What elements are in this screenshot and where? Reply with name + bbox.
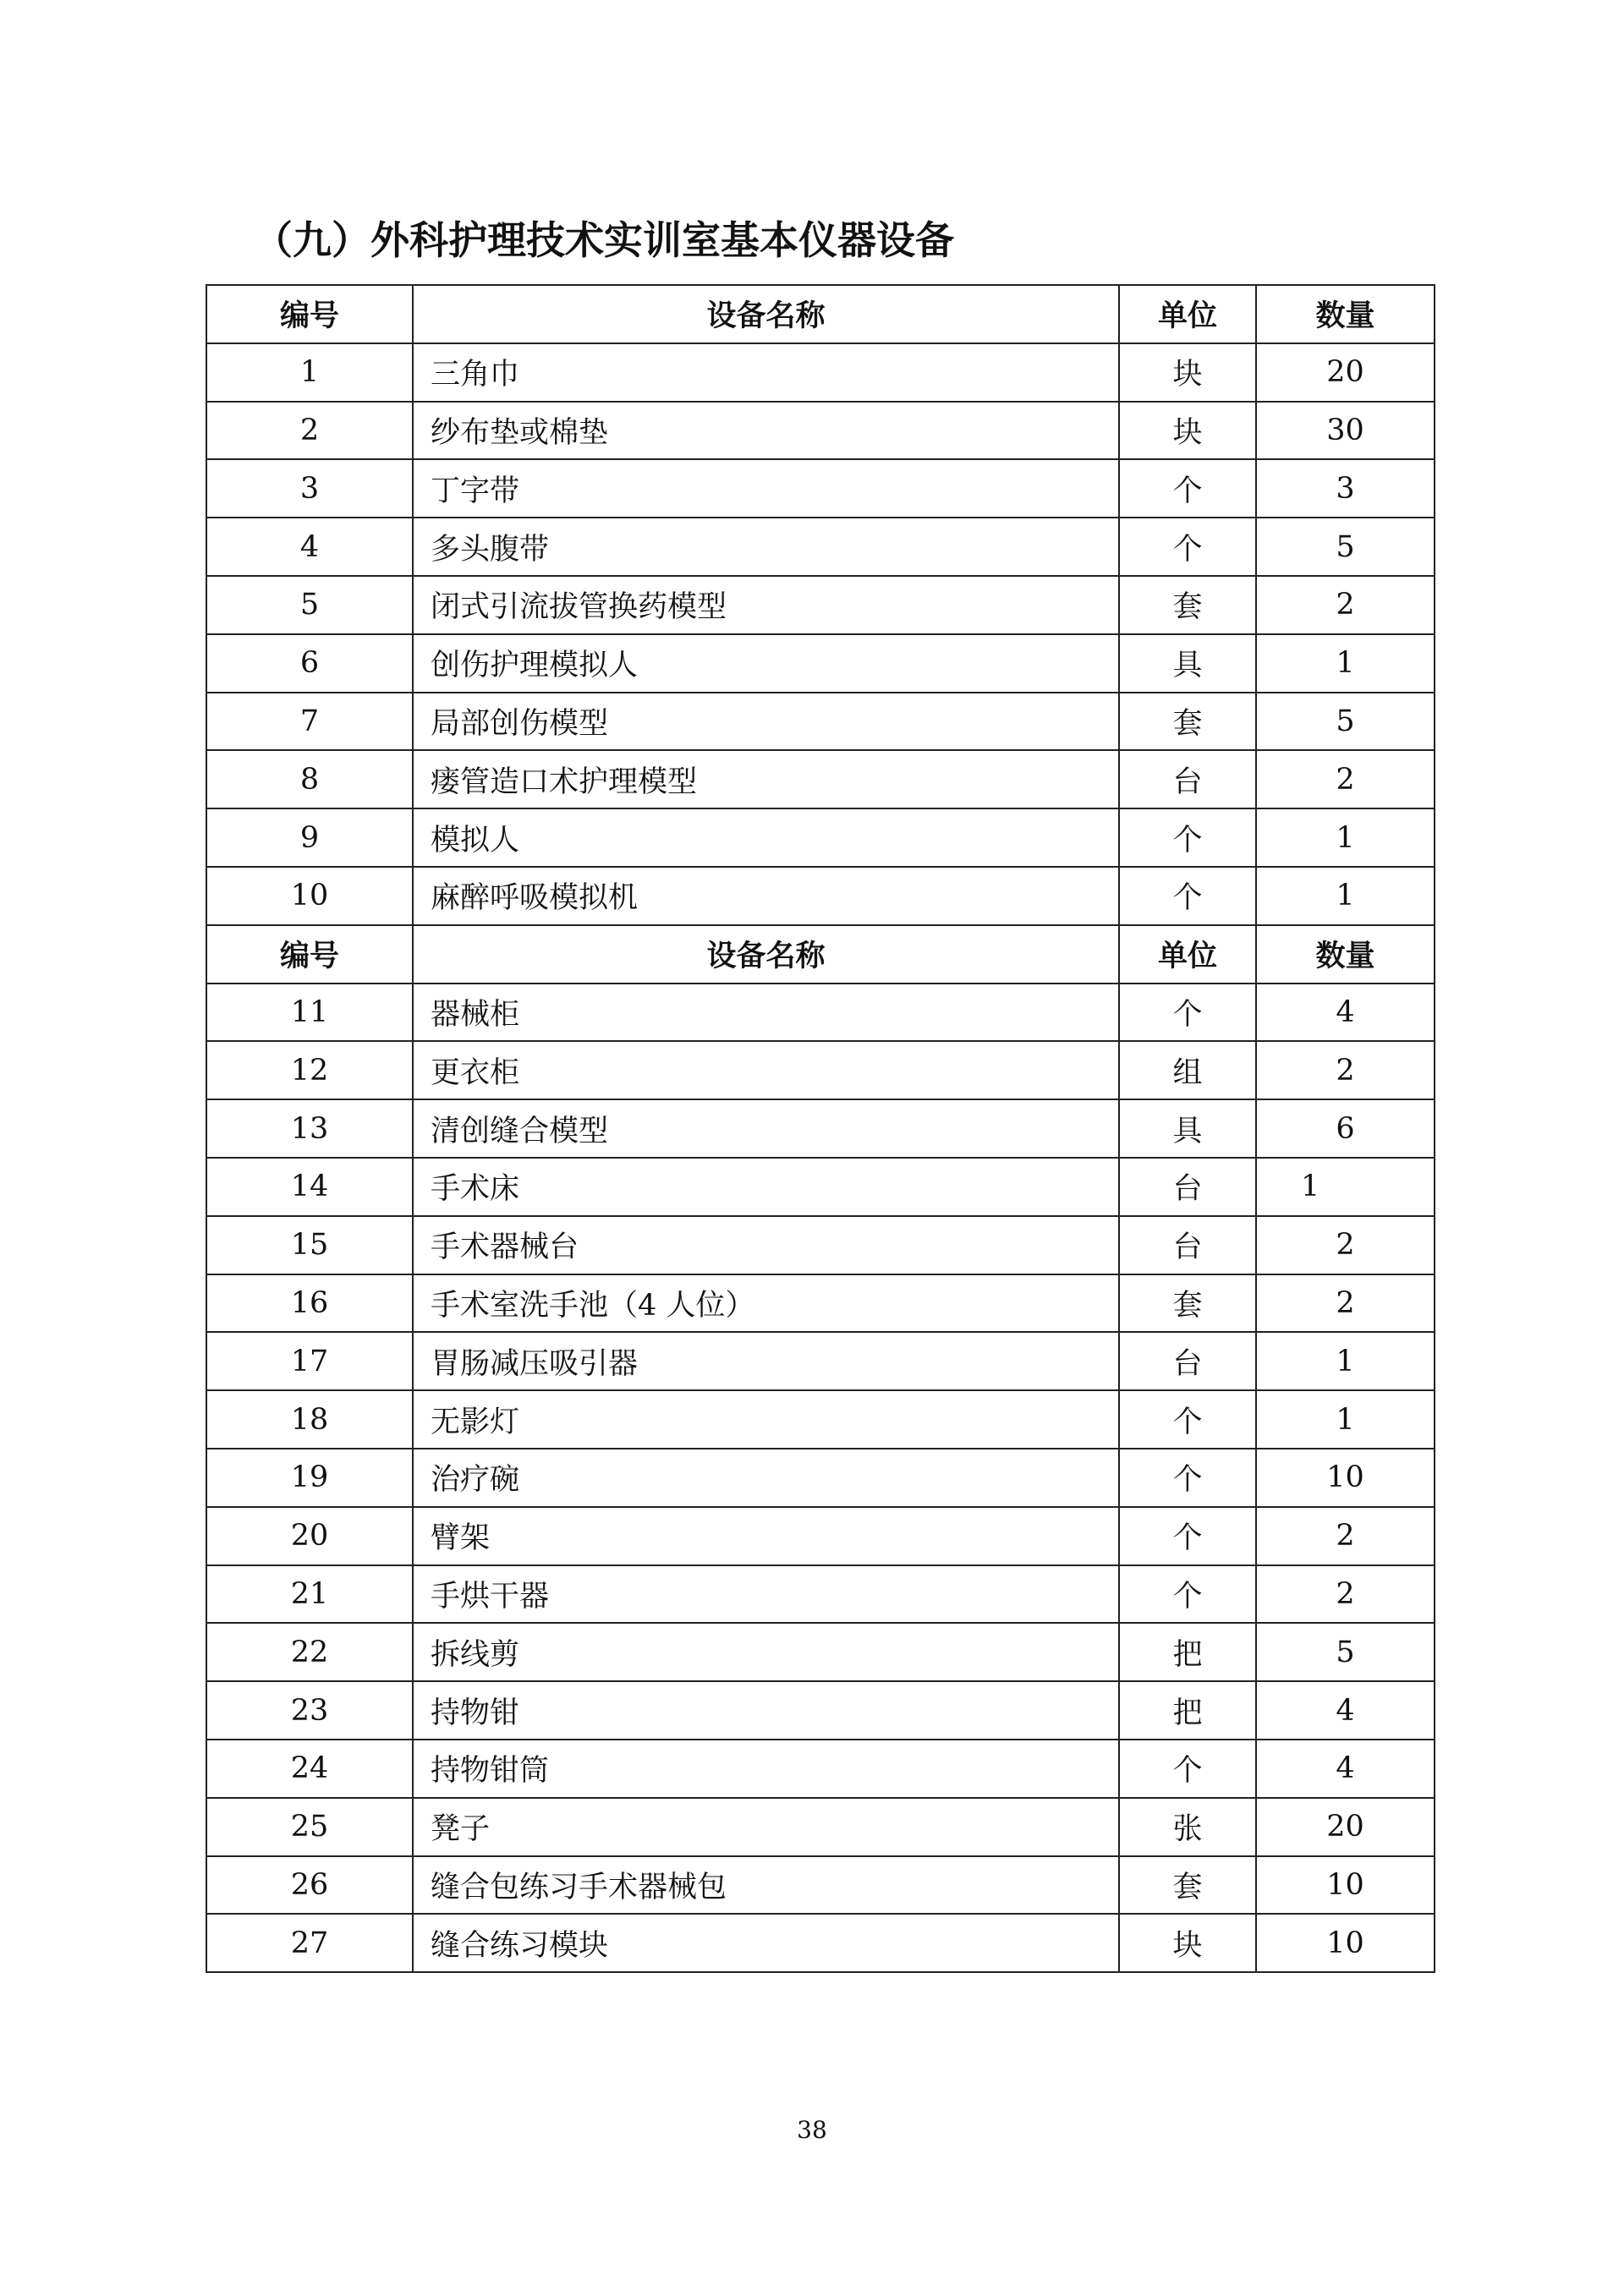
table-row: [206, 693, 1435, 751]
cell-num: 16: [206, 1274, 413, 1333]
table-row: [206, 1449, 1435, 1507]
cell-unit: 块: [1119, 343, 1256, 402]
cell-name: 缝合包练习手术器械包: [413, 1856, 1119, 1915]
cell-name: 丁字带: [413, 459, 1119, 518]
table-row: [206, 576, 1435, 634]
cell-qty: 3: [1256, 459, 1435, 518]
cell-unit: 台: [1119, 1216, 1256, 1274]
cell-qty: 4: [1256, 1740, 1435, 1798]
cell-unit: 个: [1119, 984, 1256, 1042]
cell-qty: 5: [1256, 518, 1435, 576]
cell-qty: 2: [1256, 1216, 1435, 1274]
cell-name: 持物钳筒: [413, 1740, 1119, 1798]
cell-qty: 5: [1256, 1623, 1435, 1681]
cell-qty: 10: [1256, 1449, 1435, 1507]
cell-name: 瘘管造口术护理模型: [413, 750, 1119, 808]
repeated-header-row: [206, 925, 1435, 984]
table-row: [206, 808, 1435, 867]
cell-num: 21: [206, 1565, 413, 1624]
cell-qty: 1: [1256, 867, 1435, 925]
cell-qty: 2: [1256, 1507, 1435, 1565]
table-row: [206, 1681, 1435, 1740]
table-row: [206, 1041, 1435, 1099]
cell-unit: 个: [1119, 1449, 1256, 1507]
cell-num: 25: [206, 1798, 413, 1856]
header-unit: 单位: [1119, 925, 1256, 984]
table-row: [206, 1798, 1435, 1856]
cell-unit: 套: [1119, 1274, 1256, 1333]
cell-name: 无影灯: [413, 1390, 1119, 1449]
cell-unit: 台: [1119, 1332, 1256, 1390]
cell-unit: 个: [1119, 1390, 1256, 1449]
cell-num: 27: [206, 1914, 413, 1972]
table-row: [206, 1914, 1435, 1972]
cell-unit: 组: [1119, 1041, 1256, 1099]
cell-name: 治疗碗: [413, 1449, 1119, 1507]
table-row: [206, 984, 1435, 1042]
cell-unit: 把: [1119, 1681, 1256, 1740]
cell-num: 23: [206, 1681, 413, 1740]
cell-unit: 套: [1119, 1856, 1256, 1915]
cell-num: 22: [206, 1623, 413, 1681]
cell-qty: 4: [1256, 1681, 1435, 1740]
cell-qty: 5: [1256, 693, 1435, 751]
table-row: [206, 1390, 1435, 1449]
cell-unit: 具: [1119, 634, 1256, 693]
cell-unit: 个: [1119, 1565, 1256, 1624]
cell-name: 多头腹带: [413, 518, 1119, 576]
cell-qty: 1: [1256, 1332, 1435, 1390]
table-row: [206, 402, 1435, 460]
table-row: [206, 459, 1435, 518]
cell-qty: 2: [1256, 1565, 1435, 1624]
cell-name: 麻醉呼吸模拟机: [413, 867, 1119, 925]
cell-unit: 块: [1119, 1914, 1256, 1972]
cell-num: 15: [206, 1216, 413, 1274]
cell-qty: 1: [1256, 634, 1435, 693]
cell-name: 持物钳: [413, 1681, 1119, 1740]
cell-name: 三角巾: [413, 343, 1119, 402]
cell-unit: 台: [1119, 1158, 1256, 1216]
header-name: 设备名称: [413, 925, 1119, 984]
cell-qty: 20: [1256, 343, 1435, 402]
cell-unit: 套: [1119, 693, 1256, 751]
table-row: [206, 1740, 1435, 1798]
cell-name: 臂架: [413, 1507, 1119, 1565]
cell-qty: 10: [1256, 1856, 1435, 1915]
table-row: [206, 1565, 1435, 1624]
header-qty: 数量: [1256, 285, 1435, 343]
cell-num: 6: [206, 634, 413, 693]
cell-unit: 台: [1119, 750, 1256, 808]
cell-qty: 6: [1256, 1099, 1435, 1158]
cell-unit: 个: [1119, 518, 1256, 576]
cell-unit: 具: [1119, 1099, 1256, 1158]
cell-name: 凳子: [413, 1798, 1119, 1856]
cell-unit: 张: [1119, 1798, 1256, 1856]
table-row: [206, 1158, 1435, 1216]
cell-num: 1: [206, 343, 413, 402]
cell-qty: 1: [1256, 808, 1435, 867]
cell-num: 12: [206, 1041, 413, 1099]
cell-name: 模拟人: [413, 808, 1119, 867]
cell-name: 清创缝合模型: [413, 1099, 1119, 1158]
cell-num: 8: [206, 750, 413, 808]
cell-name: 手术器械台: [413, 1216, 1119, 1274]
cell-name: 闭式引流拔管换药模型: [413, 576, 1119, 634]
cell-unit: 个: [1119, 1740, 1256, 1798]
cell-num: 10: [206, 867, 413, 925]
cell-name: 胃肠减压吸引器: [413, 1332, 1119, 1390]
cell-num: 14: [206, 1158, 413, 1216]
cell-num: 17: [206, 1332, 413, 1390]
cell-name: 缝合练习模块: [413, 1914, 1119, 1972]
cell-num: 2: [206, 402, 413, 460]
cell-unit: 套: [1119, 576, 1256, 634]
section-title: （九）外科护理技术实训室基本仪器设备: [254, 217, 954, 263]
cell-qty: 1: [1256, 1158, 1435, 1216]
header-num: 编号: [206, 925, 413, 984]
header-row: [206, 285, 1435, 343]
cell-num: 18: [206, 1390, 413, 1449]
cell-qty: 4: [1256, 984, 1435, 1042]
cell-num: 19: [206, 1449, 413, 1507]
cell-num: 3: [206, 459, 413, 518]
cell-qty: 2: [1256, 1274, 1435, 1333]
cell-num: 20: [206, 1507, 413, 1565]
cell-name: 拆线剪: [413, 1623, 1119, 1681]
table-row: [206, 1507, 1435, 1565]
page-number: 38: [797, 2116, 827, 2144]
cell-num: 13: [206, 1099, 413, 1158]
cell-name: 手术床: [413, 1158, 1119, 1216]
cell-num: 7: [206, 693, 413, 751]
cell-qty: 30: [1256, 402, 1435, 460]
cell-name: 器械柜: [413, 984, 1119, 1042]
header-num: 编号: [206, 285, 413, 343]
table-row: [206, 1856, 1435, 1915]
cell-num: 4: [206, 518, 413, 576]
cell-qty: 10: [1256, 1914, 1435, 1972]
cell-unit: 个: [1119, 867, 1256, 925]
cell-unit: 个: [1119, 459, 1256, 518]
cell-name: 手术室洗手池（4 人位）: [413, 1274, 1119, 1333]
table-row: [206, 1099, 1435, 1158]
cell-name: 纱布垫或棉垫: [413, 402, 1119, 460]
cell-unit: 个: [1119, 808, 1256, 867]
header-unit: 单位: [1119, 285, 1256, 343]
cell-num: 11: [206, 984, 413, 1042]
cell-num: 9: [206, 808, 413, 867]
cell-num: 24: [206, 1740, 413, 1798]
cell-qty: 2: [1256, 750, 1435, 808]
cell-num: 26: [206, 1856, 413, 1915]
cell-name: 手烘干器: [413, 1565, 1119, 1624]
header-qty: 数量: [1256, 925, 1435, 984]
table-row: [206, 1332, 1435, 1390]
cell-qty: 2: [1256, 576, 1435, 634]
cell-unit: 把: [1119, 1623, 1256, 1681]
table-row: [206, 867, 1435, 925]
cell-unit: 块: [1119, 402, 1256, 460]
table-row: [206, 1274, 1435, 1333]
equipment-table: [206, 284, 1435, 1973]
table-row: [206, 1623, 1435, 1681]
cell-qty: 20: [1256, 1798, 1435, 1856]
cell-num: 5: [206, 576, 413, 634]
table-row: [206, 343, 1435, 402]
table-row: [206, 518, 1435, 576]
cell-name: 创伤护理模拟人: [413, 634, 1119, 693]
cell-name: 更衣柜: [413, 1041, 1119, 1099]
cell-unit: 个: [1119, 1507, 1256, 1565]
table-row: [206, 634, 1435, 693]
table-row: [206, 750, 1435, 808]
cell-qty: 2: [1256, 1041, 1435, 1099]
header-name: 设备名称: [413, 285, 1119, 343]
cell-qty: 1: [1256, 1390, 1435, 1449]
cell-name: 局部创伤模型: [413, 693, 1119, 751]
table-row: [206, 1216, 1435, 1274]
